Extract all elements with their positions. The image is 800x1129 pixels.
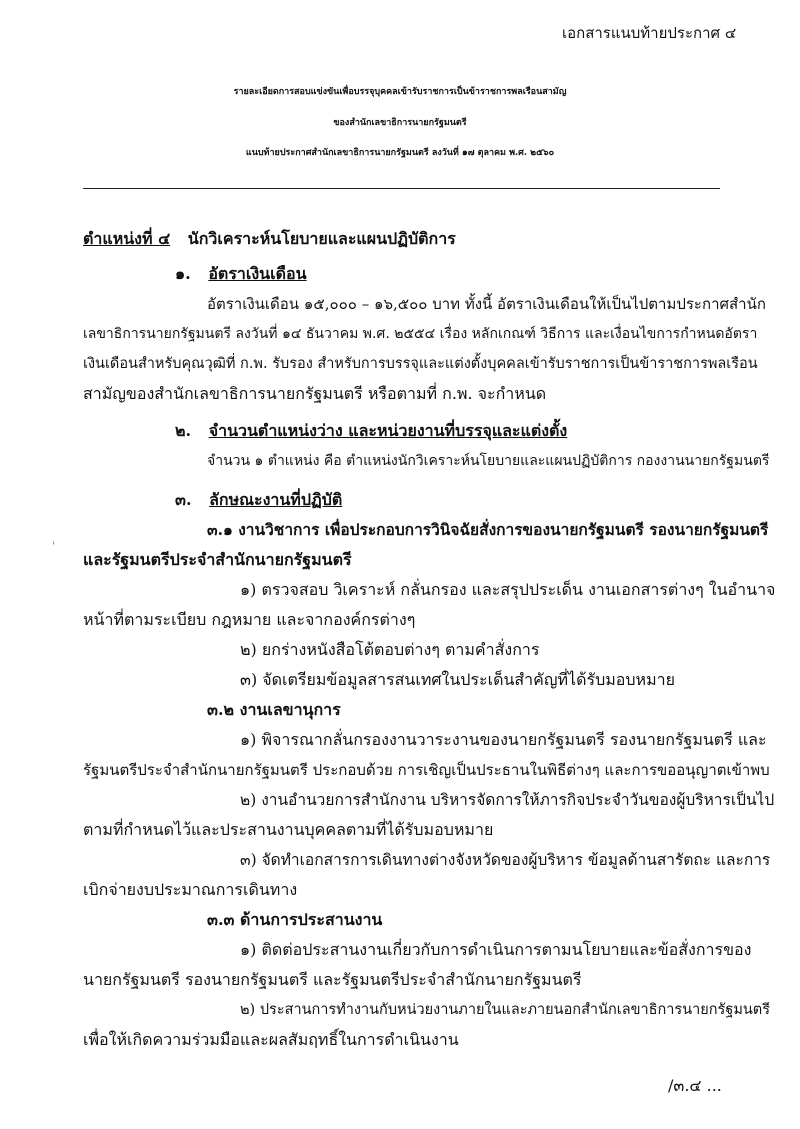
section-1-line-2: เลขาธิการนายกรัฐมนตรี ลงวันที่ ๑๔ ธันวาคม พ.ศ. ๒๕๕๔ เรื่อง หลักเกณฑ์ วิธีการ และเงื่อนไขการกำหนดอัตรา <box>83 326 758 342</box>
position-heading <box>83 228 456 250</box>
item-3-1-1-line-2: หน้าที่ตามระเบียบ กฎหมาย และจากองค์กรต่างๆ <box>83 610 416 629</box>
item-3-1-2: ๒) ยกร่างหนังสือโต้ตอบต่างๆ ตามคำสั่งการ <box>240 640 540 659</box>
attachment-label: เอกสารแนบท้ายประกาศ ๔ <box>562 24 737 42</box>
item-3-3-2-line-2: เพื่อให้เกิดความร่วมมือและผลสัมฤทธิ์ในการดำเนินงาน <box>83 1030 459 1049</box>
subsection-3-1-line-2: และรัฐมนตรีประจำสำนักนายกรัฐมนตรี <box>83 550 352 569</box>
item-3-2-3-line-2: เบิกจ่ายงบประมาณการเดินทาง <box>83 880 298 899</box>
document-title-line-3: แนบท้ายประกาศสำนักเลขาธิการนายกรัฐมนตรี ลงวันที่ ๑๗ ตุลาคม พ.ศ. ๒๕๖๐ <box>245 148 555 158</box>
item-3-3-1-line-1: ๑) ติดต่อประสานงานเกี่ยวกับการดำเนินการตามนโยบายและข้อสั่งการของ <box>240 940 752 959</box>
item-3-2-3-line-1: ๓) จัดทำเอกสารการเดินทางต่างจังหวัดของผู้บริหาร ข้อมูลด้านสารัตถะ และการ <box>240 851 771 869</box>
position-label: ตำแหน่งที่ ๔ <box>83 229 171 248</box>
section-3-title: ลักษณะงานที่ปฏิบัติ <box>209 490 343 509</box>
item-3-2-2-line-1: ๒) งานอำนวยการสำนักงาน บริหารจัดการให้ภารกิจประจำวันของผู้บริหารเป็นไป <box>240 791 775 809</box>
subsection-3-1-line-1: ๓.๑ งานวิชาการ เพื่อประกอบการวินิจฉัยสั่งการของนายกรัฐมนตรี รองนายกรัฐมนตรี <box>207 520 769 539</box>
section-3-number: ๓. <box>175 490 192 509</box>
header-divider <box>83 188 720 189</box>
subsection-3-2: ๓.๒ งานเลขานุการ <box>207 700 341 719</box>
continued-marker: /๓.๔ ... <box>668 1076 722 1095</box>
section-1-heading <box>175 263 307 285</box>
subsection-3-3: ๓.๓ ด้านการประสานงาน <box>207 910 383 929</box>
item-3-2-1-line-1: ๑) พิจารณากลั่นกรองงานวาระงานของนายกรัฐมนตรี รองนายกรัฐมนตรี และ <box>240 730 767 749</box>
section-1-line-4: สามัญของสำนักเลขาธิการนายกรัฐมนตรี หรือตามที่ ก.พ. จะกำหนด <box>83 384 547 403</box>
item-3-3-2-line-1: ๒) ประสานการทำงานกับหน่วยงานภายในและภายนอกสำนักเลขาธิการนายกรัฐมนตรี <box>240 1002 771 1018</box>
section-1-title: อัตราเงินเดือน <box>208 264 307 283</box>
section-2-number: ๒. <box>175 421 192 440</box>
section-3-heading <box>175 489 342 511</box>
section-2-line-1: จำนวน ๑ ตำแหน่ง คือ ตำแหน่งนักวิเคราะห์นโยบายและแผนปฏิบัติการ กองงานนายกรัฐมนตรี <box>207 453 770 469</box>
section-1-line-1: อัตราเงินเดือน ๑๕,๐๐๐ – ๑๖,๕๐๐ บาท ทั้งนี้ อัตราเงินเดือนให้เป็นไปตามประกาศสำนัก <box>207 295 766 313</box>
section-2-title: จำนวนตำแหน่งว่าง และหน่วยงานที่บรรจุและแต่งตั้ง <box>208 421 568 440</box>
document-title-line-2: ของสำนักเลขาธิการนายกรัฐมนตรี <box>333 118 467 128</box>
section-1-number: ๑. <box>175 264 191 283</box>
item-3-2-2-line-2: ตามที่กำหนดไว้และประสานงานบุคคลตามที่ได้รับมอบหมาย <box>83 820 494 839</box>
document-title-line-1: รายละเอียดการสอบแข่งขันเพื่อบรรจุบุคคลเข้ารับราชการเป็นข้าราชการพลเรือนสามัญ <box>233 87 567 97</box>
item-3-1-1-line-1: ๑) ตรวจสอบ วิเคราะห์ กลั่นกรอง และสรุปประเด็น งานเอกสารต่างๆ ในอำนาจ <box>240 580 776 599</box>
item-3-1-3: ๓) จัดเตรียมข้อมูลสารสนเทศในประเด็นสำคัญที่ได้รับมอบหมาย <box>240 670 675 689</box>
section-1-line-3: เงินเดือนสำหรับคุณวุฒิที่ ก.พ. รับรอง สำหรับการบรรจุและแต่งตั้งบุคคลเข้ารับราชการเป็นข้าราชการพลเรือน <box>83 356 758 372</box>
item-3-3-1-line-2: นายกรัฐมนตรี รองนายกรัฐมนตรี และรัฐมนตรีประจำสำนักนายกรัฐมนตรี <box>83 970 582 989</box>
section-2-heading <box>175 420 567 442</box>
margin-mark: ˈ <box>52 540 56 554</box>
position-name: นักวิเคราะห์นโยบายและแผนปฏิบัติการ <box>187 229 456 248</box>
item-3-2-1-line-2: รัฐมนตรีประจำสำนักนายกรัฐมนตรี ประกอบด้วย การเชิญเป็นประธานในพิธีต่างๆ และการขออนุญาตเข้าพบ <box>83 761 770 779</box>
